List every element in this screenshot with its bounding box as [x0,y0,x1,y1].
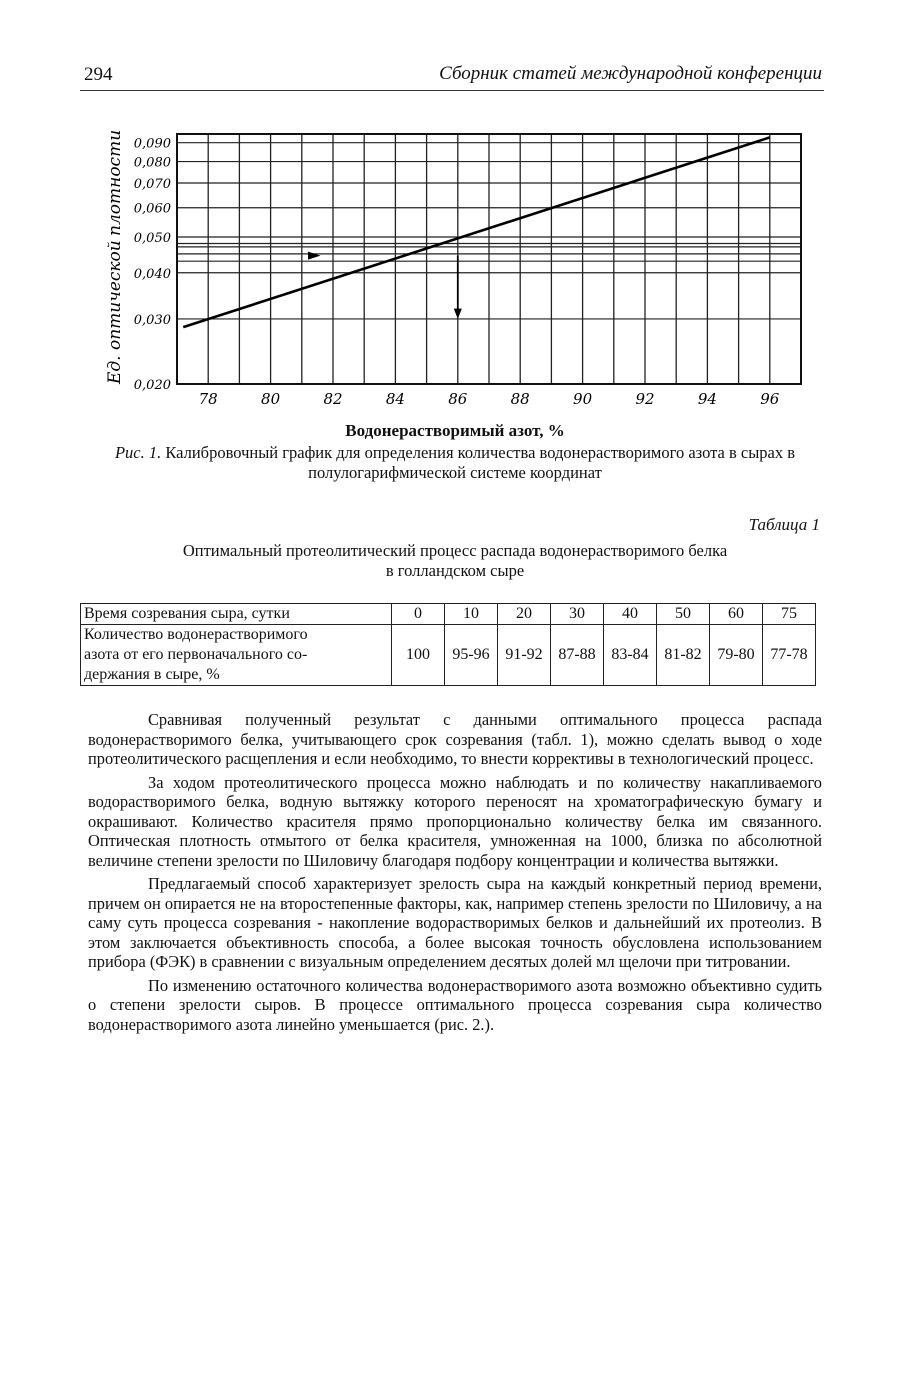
table-cell: 30 [551,604,604,625]
x-axis-title: Водонерастворимый азот, % [345,421,565,440]
paragraph: За ходом протеолитического процесса можно наблюдать и по количеству накапливаемого водорастворимого белка, водную вытяжку которого переносят на хроматографическую бумагу и окрашивают. Количество красителя прямо пропорционально количеству белка им связанного. Оптическая плотность отмытого от белка красителя, умноженная на 1000, близка по абсолютной величине степени зрелости по Шиловичу благодаря подбору концентрации и количества вытяжки. [88,772,822,870]
y-tick-label: 0,040 [133,266,171,282]
running-title: Сборник статей международной конференции [439,63,822,84]
row-header-line: держания в сыре, % [84,666,220,683]
table-title [60,541,850,581]
table-cell: 75 [763,604,816,625]
y-tick-labels [134,137,171,393]
table-label: Таблица 1 [748,515,820,534]
y-tick-label: 0,070 [133,176,171,192]
y-tick-label: 0,020 [133,378,171,393]
paragraph: По изменению остаточного количества водонерастворимого азота возможно объективно судить о степени зрелости сыров. В процессе оптимального процесса созревания сыра количество водонерастворимого азота линейно уменьшается (рис. 2.). [88,975,822,1034]
table-cell: 100 [392,625,445,686]
table-row [81,625,816,686]
table-cell: 77-78 [763,625,816,686]
row-header-line: азота от его первоначального со- [84,646,308,663]
x-tick-label: 96 [760,390,780,408]
body-text [88,710,822,1038]
y-tick-label: 0,090 [133,136,171,152]
figure-caption-prefix: Рис. 1. [114,443,162,462]
x-tick-label: 80 [261,390,281,408]
x-tick-labels [199,390,780,408]
y-tick-label: 0,060 [133,201,171,217]
x-tick-label: 88 [510,390,530,408]
header-divider [80,90,824,91]
y-tick-label: 0,080 [133,155,171,171]
table-cell: 0 [392,604,445,625]
table-cell: 87-88 [551,625,604,686]
x-tick-label: 92 [635,390,655,408]
table-cell: 95-96 [445,625,498,686]
table-cell: 79-80 [710,625,763,686]
page-number: 294 [84,64,113,85]
table-cell: 81-82 [657,625,710,686]
figure-caption-text: Калибровочный график для определения количества водонерастворимого азота в сырах в полулогарифмической системе координат [165,443,796,482]
x-tick-label: 84 [385,390,405,408]
table-cell: 83-84 [604,625,657,686]
y-tick-label: 0,050 [133,230,171,246]
table-cell: 10 [445,604,498,625]
row-header-nitrogen [81,625,392,686]
y-tick-label: 0,030 [133,312,171,328]
x-tick-label: 82 [323,390,343,408]
horizontal-arrow [308,252,320,260]
table-cell: 91-92 [498,625,551,686]
row-header-time: Время созревания сыра, сутки [81,604,392,625]
table-cell: 60 [710,604,763,625]
y-axis-label-2: плотности [105,129,125,236]
row-header-line: Количество водонерастворимого [84,626,308,643]
paragraph: Предлагаемый способ характеризует зрелость сыра на каждый конкретный период времени, причем он опирается не на второстепенные факторы, как, например степень зрелости по Шиловичу, а на саму суть процесса созревания - накопление водорастворимых белков и дальнейший их протеолиз. В этом заключается объективность способа, а более высокая точность обусловлена использованием прибора (ФЭК) в сравнении с визуальным определением десятых долей мл щелочи при титровании. [88,874,822,971]
table-title-line2: в голландском сыре [385,561,525,580]
x-tick-label: 94 [697,390,717,408]
ripening-table [80,603,816,686]
table-row [81,604,816,625]
figure-caption [60,443,850,483]
calibration-chart [100,126,820,416]
chart-grid [177,134,801,384]
vertical-arrowhead [454,309,462,319]
paragraph: Сравнивая полученный результат с данными оптимального процесса распада водонерастворимого белка, учитывающего срок созревания (табл. 1), можно сделать вывод о ходе протеолитического расщепления и если необходимо, то внести коррективы в технологический процесс. [88,710,822,768]
table-cell: 40 [604,604,657,625]
x-tick-label: 86 [448,390,468,408]
table-cell: 20 [498,604,551,625]
x-tick-label: 90 [573,390,593,408]
table-cell: 50 [657,604,710,625]
y-axis-label-1: Ед. оптической [105,240,125,384]
table-title-line1: Оптимальный протеолитический процесс распада водонерастворимого белка [182,541,728,560]
x-tick-label: 78 [198,390,218,408]
